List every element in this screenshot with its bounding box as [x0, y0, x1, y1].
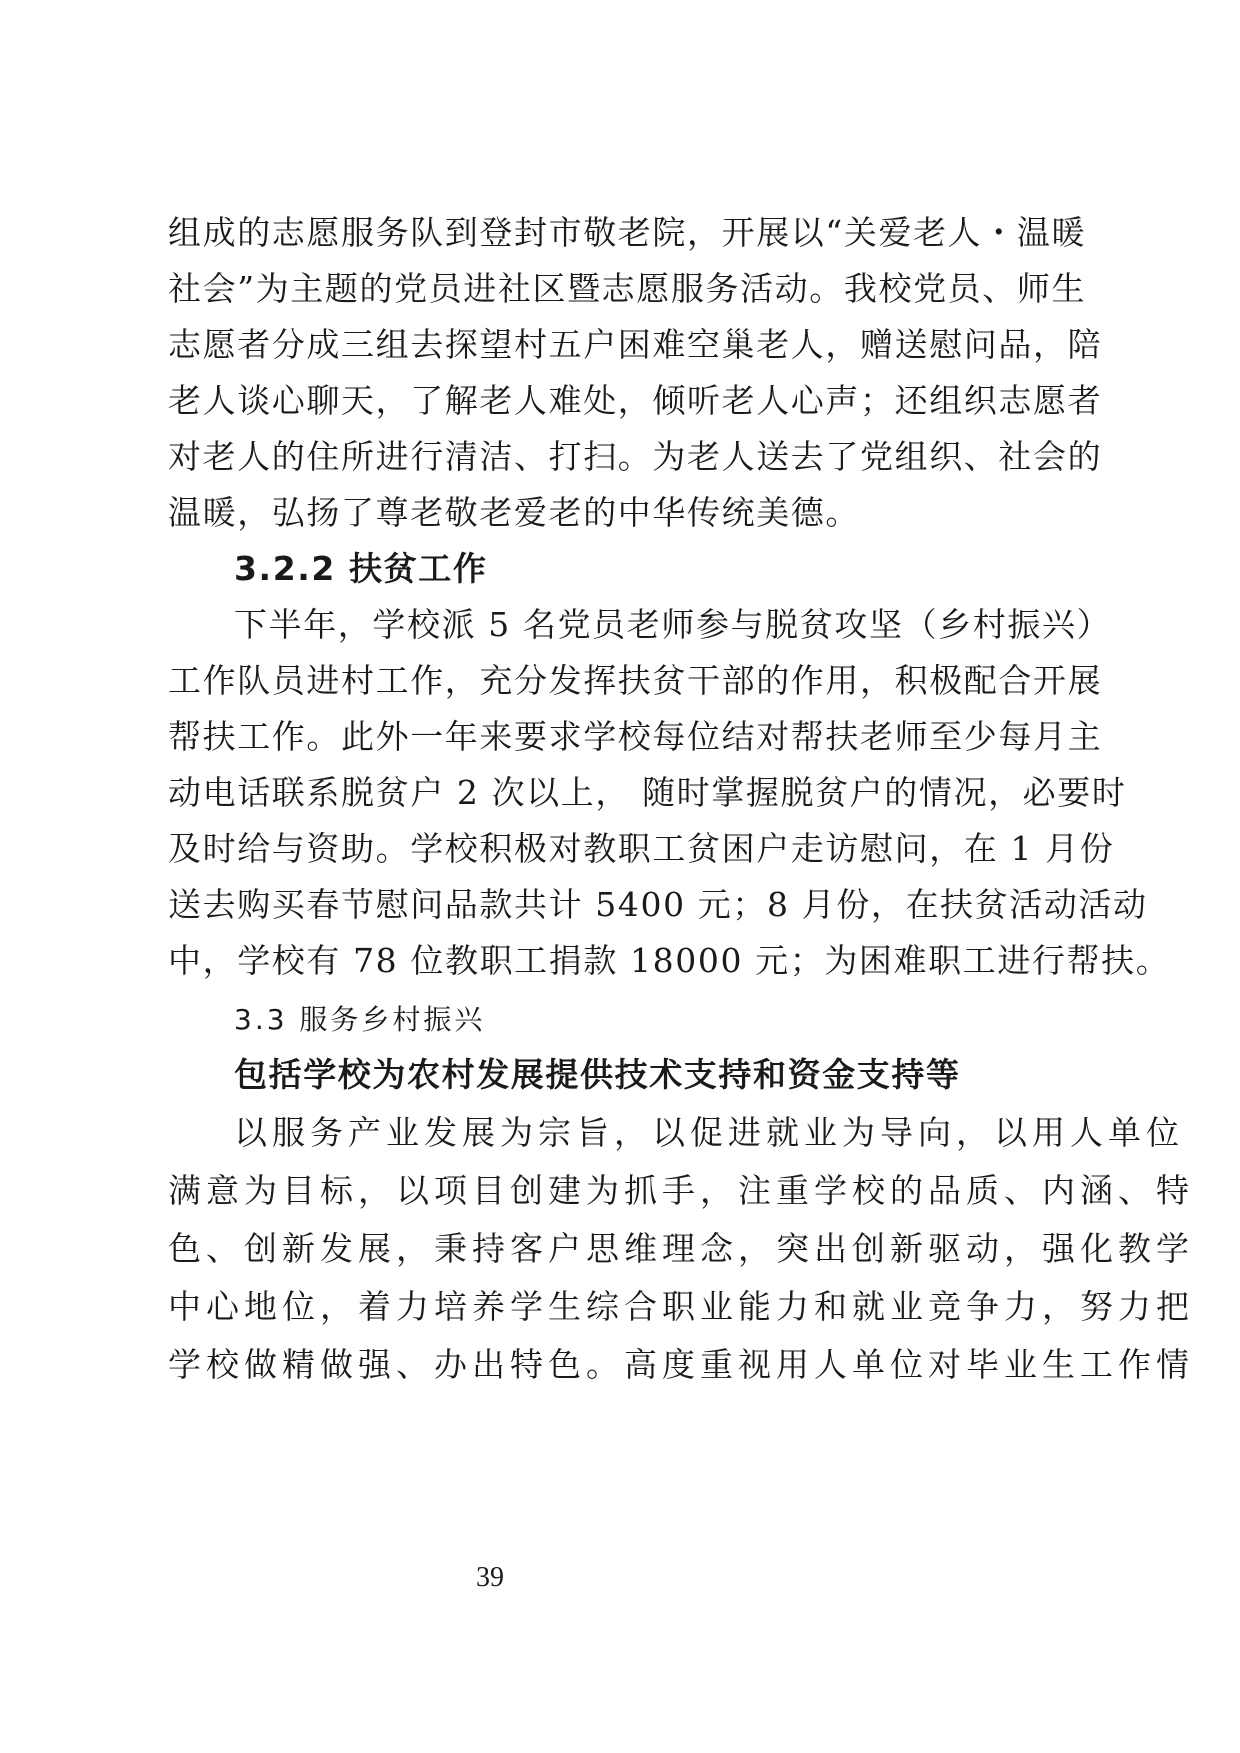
- paragraph-line: 学校做精做强、办出特色。高度重视用人单位对毕业生工作情: [168, 1345, 1194, 1384]
- page-number: 39: [476, 1562, 504, 1593]
- paragraph-line: 工作队员进村工作，充分发挥扶贫干部的作用，积极配合开展: [168, 661, 1103, 700]
- bold-heading: 包括学校为农村发展提供技术支持和资金支持等: [234, 1055, 961, 1094]
- paragraph-line: 中，学校有 78 位教职工捐款 18000 元；为困难职工进行帮扶。: [168, 941, 1171, 980]
- paragraph-line: 及时给与资助。学校积极对教职工贫困户走访慰问，在 1 月份: [168, 829, 1115, 868]
- paragraph-line: 满意为目标，以项目创建为抓手，注重学校的品质、内涵、特: [168, 1171, 1194, 1210]
- paragraph-line: 以服务产业发展为宗旨，以促进就业为导向，以用人单位: [234, 1113, 1184, 1152]
- paragraph-line: 老人谈心聊天，了解老人难处，倾听老人心声；还组织志愿者: [168, 381, 1103, 420]
- paragraph-line: 志愿者分成三组去探望村五户困难空巢老人，赠送慰问品，陪: [168, 325, 1103, 364]
- section-heading: 3.2.2 扶贫工作: [234, 549, 488, 588]
- paragraph-line: 对老人的住所进行清洁、打扫。为老人送去了党组织、社会的: [168, 437, 1103, 476]
- paragraph-line: 温暖，弘扬了尊老敬老爱老的中华传统美德。: [168, 493, 860, 532]
- paragraph-line: 色、创新发展，秉持客户思维理念，突出创新驱动，强化教学: [168, 1229, 1194, 1268]
- paragraph-line: 送去购买春节慰问品款共计 5400 元；8 月份，在扶贫活动活动: [168, 885, 1148, 924]
- paragraph-line: 帮扶工作。此外一年来要求学校每位结对帮扶老师至少每月主: [168, 717, 1103, 756]
- paragraph-line: 下半年，学校派 5 名党员老师参与脱贫攻坚（乡村振兴）: [234, 605, 1112, 644]
- paragraph-line: 动电话联系脱贫户 2 次以上， 随时掌握脱贫户的情况，必要时: [168, 773, 1127, 812]
- paragraph-line: 组成的志愿服务队到登封市敬老院，开展以“关爱老人・温暖: [168, 213, 1087, 252]
- paragraph-line: 社会”为主题的党员进社区暨志愿服务活动。我校党员、师生: [168, 269, 1087, 308]
- paragraph-line: 中心地位，着力培养学生综合职业能力和就业竞争力，努力把: [168, 1287, 1194, 1326]
- section-heading: 3.3 服务乡村振兴: [234, 1003, 486, 1036]
